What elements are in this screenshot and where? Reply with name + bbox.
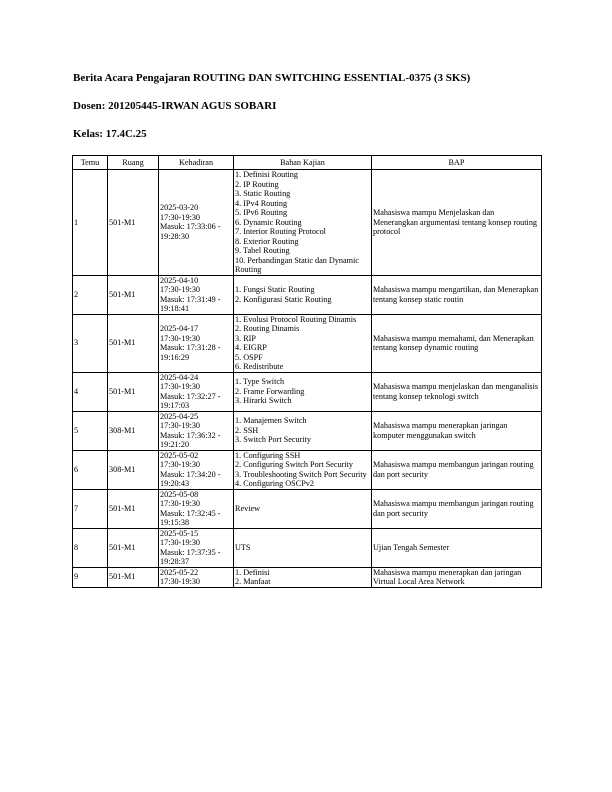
- cell-bap: Mahasiswa mampu menerapkan jaringan komputer menggunakan switch: [372, 411, 542, 450]
- bahan-kajian-item: 3. Switch Port Security: [235, 435, 311, 445]
- bahan-kajian-item: 2. Konfigurasi Static Routing: [235, 294, 332, 304]
- bahan-kajian-item: 8. Exterior Routing: [235, 236, 299, 246]
- kehadiran-line: Masuk: 17:33:06 -: [160, 222, 221, 232]
- cell-ruang: 501-M1: [108, 567, 159, 587]
- column-header-kehadiran: Kehadiran: [159, 156, 234, 170]
- cell-bahan-kajian: [234, 314, 372, 372]
- kehadiran-line: 19:20:43: [160, 479, 190, 488]
- cell-bap: Mahasiswa mampu menjelaskan dan menganalisis tentang konsep teknologi switch: [372, 372, 542, 411]
- bahan-kajian-item: 4. EIGRP: [235, 343, 267, 352]
- cell-bap: Ujian Tengah Semester: [372, 528, 542, 567]
- cell-temu: 7: [73, 489, 108, 528]
- kehadiran-line: 19:28:37: [160, 557, 190, 566]
- kehadiran-line: Masuk: 17:37:35 -: [160, 547, 221, 557]
- cell-ruang: 501-M1: [108, 528, 159, 567]
- cell-kehadiran: [159, 450, 234, 489]
- kehadiran-line: 2025-04-10: [160, 275, 199, 285]
- column-header-bahan-kajian: Bahan Kajian: [234, 156, 372, 170]
- bahan-kajian-item: 6. Dynamic Routing: [235, 217, 302, 227]
- table-row: [73, 314, 542, 372]
- cell-ruang: 501-M1: [108, 372, 159, 411]
- bahan-kajian-item: 2. IP Routing: [235, 179, 279, 189]
- cell-kehadiran: [159, 567, 234, 587]
- cell-kehadiran: [159, 411, 234, 450]
- kehadiran-line: 19:16:29: [160, 352, 190, 362]
- table-row: [73, 170, 542, 276]
- cell-bap: Mahasiswa mampu membangun jaringan routing dan port security: [372, 450, 542, 489]
- cell-bahan-kajian: [234, 275, 372, 314]
- cell-kehadiran: [159, 372, 234, 411]
- kehadiran-line: 17:30-19:30: [160, 382, 201, 391]
- cell-temu: 5: [73, 411, 108, 450]
- cell-bahan-kajian: [234, 450, 372, 489]
- bahan-kajian-item: 1. Evolusi Protocol Routing Dinamis: [235, 314, 357, 324]
- kehadiran-line: 2025-05-15: [160, 528, 199, 538]
- table-header-row: [73, 156, 542, 170]
- kehadiran-line: 17:30-19:30: [160, 460, 201, 469]
- cell-temu: 4: [73, 372, 108, 411]
- table-body: [73, 170, 542, 588]
- table-row: [73, 275, 542, 314]
- cell-ruang: 308-M1: [108, 450, 159, 489]
- document-title: Berita Acara Pengajaran ROUTING DAN SWITCHING ESSENTIAL-0375 (3 SKS): [73, 72, 471, 84]
- cell-bahan-kajian: [234, 411, 372, 450]
- bahan-kajian-item: 2. Routing Dinamis: [235, 324, 300, 333]
- kehadiran-line: 2025-05-22: [160, 567, 199, 577]
- bahan-kajian-item: 9. Tabel Routing: [235, 246, 290, 255]
- kehadiran-line: 2025-04-17: [160, 324, 199, 333]
- table-row: [73, 372, 542, 411]
- kehadiran-line: 17:30-19:30: [160, 577, 201, 586]
- attendance-table: [72, 155, 542, 588]
- table-row: [73, 411, 542, 450]
- bahan-kajian-item: 2. Manfaat: [235, 577, 271, 586]
- kehadiran-line: 2025-04-24: [160, 372, 199, 382]
- bahan-kajian-item: 5. OSPF: [235, 352, 263, 362]
- kehadiran-line: 19:28:30: [160, 231, 190, 241]
- cell-ruang: 501-M1: [108, 275, 159, 314]
- cell-bap: Mahasiswa mampu membangun jaringan routing dan port security: [372, 489, 542, 528]
- cell-bahan-kajian: [234, 567, 372, 587]
- kehadiran-line: Masuk: 17:34:20 -: [160, 469, 221, 479]
- kehadiran-line: 19:15:38: [160, 518, 190, 527]
- cell-bahan-kajian: [234, 528, 372, 567]
- column-header-temu: Temu: [73, 156, 108, 170]
- kehadiran-line: Masuk: 17:32:27 -: [160, 391, 221, 401]
- kehadiran-line: 19:21:20: [160, 440, 190, 449]
- bahan-kajian-item: 3. Static Routing: [235, 189, 291, 198]
- cell-temu: 9: [73, 567, 108, 587]
- kehadiran-line: 17:30-19:30: [160, 285, 201, 294]
- table-row: [73, 528, 542, 567]
- cell-kehadiran: [159, 489, 234, 528]
- kehadiran-line: 2025-05-08: [160, 489, 199, 499]
- column-header-bap: BAP: [372, 156, 542, 170]
- kehadiran-line: 2025-04-25: [160, 411, 199, 421]
- cell-temu: 3: [73, 314, 108, 372]
- cell-bap: Mahasiswa mampu mengartikan, dan Menerapkan tentang konsep static routin: [372, 275, 542, 314]
- cell-bap: Mahasiswa mampu Menjelaskan dan Menerangkan argumentasi tentang konsep routing protocol: [372, 170, 542, 276]
- kehadiran-line: 17:30-19:30: [160, 333, 201, 343]
- lecturer-line: Dosen: 201205445-IRWAN AGUS SOBARI: [73, 100, 277, 112]
- bahan-kajian-item: Review: [235, 503, 261, 513]
- table-row: [73, 567, 542, 587]
- bahan-kajian-item: 1. Definisi Routing: [235, 170, 298, 179]
- kehadiran-line: 19:18:41: [160, 304, 190, 313]
- bahan-kajian-item: 4. Configuring OSCPv2: [235, 479, 314, 488]
- bahan-kajian-item: 1. Configuring SSH: [235, 450, 301, 460]
- cell-kehadiran: [159, 275, 234, 314]
- cell-bap: Mahasiswa mampu memahami, dan Menerapkan tentang konsep dynamic routing: [372, 314, 542, 372]
- bahan-kajian-item: 1. Definisi: [235, 567, 270, 577]
- cell-bap: Mahasiswa mampu menerapkan dan jaringan Virtual Local Area Network: [372, 567, 542, 587]
- cell-ruang: 501-M1: [108, 170, 159, 276]
- bahan-kajian-item: 1. Type Switch: [235, 377, 285, 387]
- cell-ruang: 501-M1: [108, 489, 159, 528]
- bahan-kajian-item: 3. Hirarki Switch: [235, 396, 292, 406]
- bahan-kajian-item: 3. RIP: [235, 333, 256, 343]
- cell-temu: 2: [73, 275, 108, 314]
- cell-bahan-kajian: [234, 372, 372, 411]
- cell-ruang: 501-M1: [108, 314, 159, 372]
- bahan-kajian-item: 6. Redistribute: [235, 362, 284, 371]
- cell-ruang: 308-M1: [108, 411, 159, 450]
- cell-kehadiran: [159, 314, 234, 372]
- kehadiran-line: 17:30-19:30: [160, 212, 201, 222]
- kehadiran-line: 2025-03-20: [160, 203, 199, 213]
- cell-kehadiran: [159, 170, 234, 276]
- cell-kehadiran: [159, 528, 234, 567]
- kehadiran-line: 17:30-19:30: [160, 421, 201, 430]
- bahan-kajian-item: 3. Troubleshooting Switch Port Security: [235, 469, 367, 479]
- bahan-kajian-item: 4. IPv4 Routing: [235, 198, 288, 208]
- bahan-kajian-item: 1. Fungsi Static Routing: [235, 285, 315, 294]
- table-row: [73, 450, 542, 489]
- kehadiran-line: Masuk: 17:32:45 -: [160, 508, 221, 518]
- bahan-kajian-item: 2. Configuring Switch Port Security: [235, 460, 354, 469]
- kehadiran-line: Masuk: 17:36:32 -: [160, 430, 221, 440]
- cell-bahan-kajian: [234, 170, 372, 276]
- column-header-ruang: Ruang: [108, 156, 159, 170]
- cell-temu: 1: [73, 170, 108, 276]
- kehadiran-line: 17:30-19:30: [160, 499, 201, 508]
- kehadiran-line: 19:17:03: [160, 401, 190, 410]
- bahan-kajian-item: 2. SSH: [235, 425, 259, 435]
- kehadiran-line: 17:30-19:30: [160, 538, 201, 547]
- kehadiran-line: 2025-05-02: [160, 450, 199, 460]
- cell-bahan-kajian: [234, 489, 372, 528]
- cell-temu: 6: [73, 450, 108, 489]
- bahan-kajian-item: 10. Perbandingan Static dan Dynamic Routing: [235, 255, 359, 274]
- bahan-kajian-item: 7. Interior Routing Protocol: [235, 227, 326, 236]
- kehadiran-line: Masuk: 17:31:28 -: [160, 343, 221, 352]
- bahan-kajian-item: 2. Frame Forwarding: [235, 386, 305, 396]
- bahan-kajian-item: UTS: [235, 542, 251, 552]
- bahan-kajian-item: 1. Manajemen Switch: [235, 416, 307, 426]
- cell-temu: 8: [73, 528, 108, 567]
- kehadiran-line: Masuk: 17:31:49 -: [160, 294, 221, 304]
- bahan-kajian-item: 5. IPv6 Routing: [235, 208, 288, 217]
- table-row: [73, 489, 542, 528]
- class-line: Kelas: 17.4C.25: [73, 128, 147, 140]
